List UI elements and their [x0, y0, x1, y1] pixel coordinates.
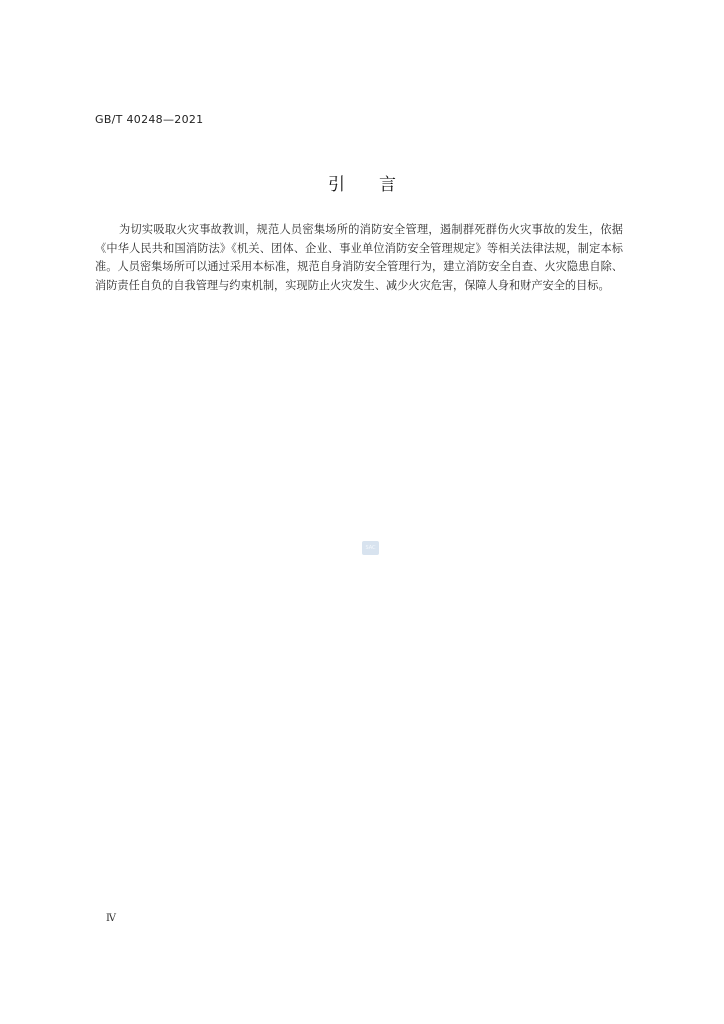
sac-watermark-logo: SAC — [362, 541, 379, 555]
introduction-paragraph: 为切实吸取火灾事故教训，规范人员密集场所的消防安全管理，遏制群死群伤火灾事故的发生，依据《中华人民共和国消防法》《机关、团体、企业、事业单位消防安全管理规定》等相关法律法规，制定本标准。人员密集场所可以通过采用本标准，规范自身消防安全管理行为，建立消防安全自查、火灾隐患自除、消防责任自负的自我管理与约束机制，实现防止火灾发生、减少火灾危害，保障人身和财产安全的目标。 — [95, 223, 623, 292]
page-number: Ⅳ — [106, 913, 116, 924]
page-title: 引言 — [328, 175, 430, 195]
standard-code: GB/T 40248—2021 — [95, 113, 204, 126]
